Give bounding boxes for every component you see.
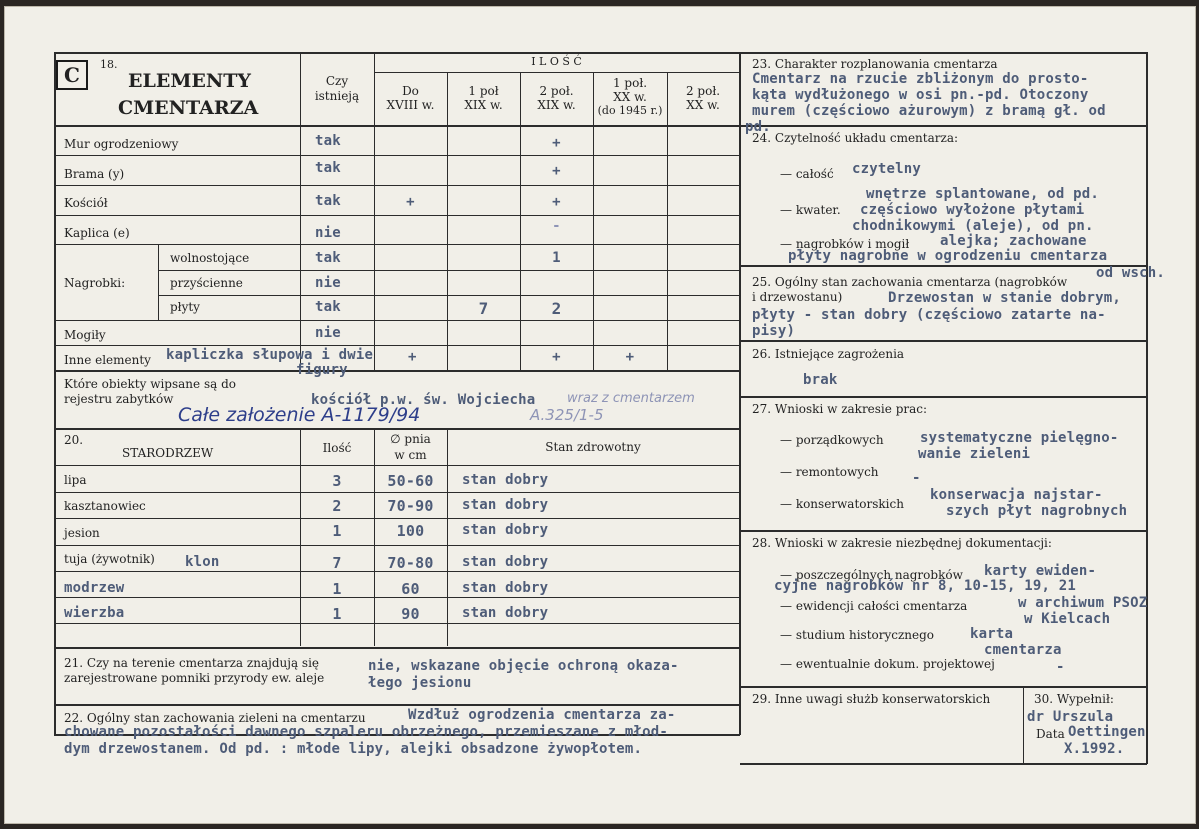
q24-kwater-value: wnętrze splantowane, od pd.	[866, 186, 1099, 202]
tree-count: 1	[332, 580, 342, 598]
row-line	[54, 125, 740, 127]
tree-state: stan dobry	[462, 605, 549, 621]
tree-name: modrzew	[64, 580, 125, 596]
tree-name: lipa	[64, 473, 87, 487]
section-letter-badge: C	[56, 60, 88, 90]
col-line	[1023, 686, 1024, 764]
frame-right	[1146, 52, 1148, 764]
row-line	[54, 155, 740, 156]
row-label: wolnostojące	[170, 251, 250, 265]
tree-state: stan dobry	[462, 497, 549, 513]
q27-porz-value: wanie zieleni	[918, 446, 1031, 462]
q27-rem-value: -	[912, 470, 921, 486]
ilosc-line	[374, 72, 739, 73]
tree-extra: klon	[185, 554, 220, 570]
row-line	[740, 686, 1147, 688]
row-line	[54, 215, 740, 216]
period-4-l1: 1 poł.	[612, 76, 648, 90]
row-line	[740, 125, 1147, 127]
period-mark: +	[408, 349, 417, 365]
period-5-l2: XX w.	[686, 98, 720, 112]
period-mark: +	[552, 135, 561, 151]
tree-diameter: 70-90	[387, 497, 434, 515]
row-label: Mogiły	[64, 328, 106, 342]
q19-hand-note: wraz z cmentarzem	[567, 391, 695, 406]
q28-d-value: -	[1056, 659, 1065, 675]
row-line	[740, 265, 1147, 267]
period-1-l2: XVIII w.	[386, 98, 435, 112]
col-line	[667, 72, 668, 370]
q22-value: Wzdłuż ogrodzenia cmentarza za-	[408, 707, 676, 723]
inne-value: figury	[296, 362, 348, 378]
col-line	[447, 428, 448, 646]
tree-diameter: 50-60	[387, 472, 434, 490]
q27-porz-value: systematyczne pielęgno-	[920, 430, 1119, 446]
q29-label: 29. Inne uwagi służb konserwatorskich	[752, 692, 991, 706]
q30-name: Oettingen	[1068, 724, 1146, 740]
tree-count: 7	[332, 554, 342, 572]
period-2-l2: XIX w.	[464, 98, 503, 112]
q23-label: 23. Charakter rozplanowania cmentarza	[752, 57, 998, 71]
inne-label: Inne elementy	[64, 353, 151, 367]
row-line	[54, 647, 740, 649]
row-line	[54, 704, 740, 706]
row-label: przyścienne	[170, 276, 243, 290]
q27-kons-value: szych płyt nagrobnych	[946, 503, 1128, 519]
q28-a-value: karty ewiden-	[984, 563, 1097, 579]
row-line	[54, 320, 740, 321]
row-line	[54, 428, 740, 430]
period-1-l1: Do	[402, 84, 419, 98]
q30-label: 30. Wypełnił:	[1034, 692, 1114, 706]
row-label: Kościół	[64, 196, 108, 210]
q27-porz-label: — porządkowych	[780, 433, 884, 447]
exists-value: tak	[315, 133, 341, 149]
q25-value: pisy)	[752, 323, 796, 339]
q24-nagrobkow-value: płyty nagrobne w ogrodzeniu cmentarza	[788, 248, 1108, 264]
ilosc-header: I L O Ś Ć	[531, 55, 582, 68]
period-4-l2: XX w.	[613, 90, 647, 104]
q27-label: 27. Wnioski w zakresie prac:	[752, 402, 928, 416]
nagrobki-label: Nagrobki:	[64, 276, 126, 290]
q21-label: zarejestrowane pomniki przyrody ew. aleje	[64, 671, 325, 685]
period-mark: -	[552, 218, 561, 234]
q28-c-value: cmentarza	[984, 642, 1062, 658]
q21-value: łego jesionu	[368, 675, 472, 691]
col-line	[447, 72, 448, 370]
q19-label: rejestru zabytków	[64, 392, 174, 406]
q26-label: 26. Istniejące zagrożenia	[752, 347, 905, 361]
q24-kwater-label: — kwater.	[780, 203, 841, 217]
q24-nagrobkow-label: — nagrobków i mogił	[780, 237, 910, 251]
q27-kons-label: — konserwatorskich	[780, 497, 904, 511]
tree-state: stan dobry	[462, 580, 549, 596]
row-line	[740, 340, 1147, 342]
row-line	[54, 345, 740, 346]
exists-value: tak	[315, 299, 341, 315]
q23-value: murem (częściowo ażurowym) z bramą gł. od	[752, 103, 1106, 119]
row-line	[54, 518, 740, 519]
q19-label: Które obiekty wipsane są do	[64, 377, 236, 391]
tree-diameter: 70-80	[387, 554, 434, 572]
tree-count: 1	[332, 522, 342, 540]
tree-name: wierzba	[64, 605, 125, 621]
row-line	[158, 270, 740, 271]
q24-kwater-value: częściowo wyłożone płytami	[860, 202, 1085, 218]
q19-value: kościół p.w. św. Wojciecha	[311, 392, 536, 408]
inne-value: kapliczka słupowa i dwie	[166, 347, 374, 363]
tree-count: 3	[332, 472, 342, 490]
q30-name: dr Urszula	[1027, 709, 1114, 725]
tree-state: stan dobry	[462, 554, 549, 570]
q23-value: Cmentarz na rzucie zbliżonym do prosto-	[752, 71, 1089, 87]
q26-value: brak	[803, 372, 838, 388]
q24-nagrobkow-value: od wsch.	[1096, 265, 1166, 281]
q22-value: chowane pozostałości dawnego szpaleru obrzeżnego, przemieszane z młod-	[64, 724, 669, 740]
row-line	[54, 370, 740, 372]
period-2-l1: 1 poł	[468, 84, 499, 98]
q20-number: 20.	[64, 433, 84, 447]
q28-d-label: — ewentualnie dokum. projektowej	[780, 657, 995, 671]
q28-a-label: — poszczególnych nagrobków	[780, 568, 963, 582]
q28-b-value: w Kielcach	[1024, 611, 1111, 627]
period-mark: 1	[552, 250, 561, 266]
period-3-l2: XIX w.	[537, 98, 576, 112]
period-mark: 2	[551, 299, 562, 318]
q25-value: Drzewostan w stanie dobrym,	[888, 290, 1121, 306]
q25-label: i drzewostanu)	[752, 290, 843, 304]
q24-calosc-value: czytelny	[852, 161, 922, 177]
row-line	[54, 465, 740, 466]
col-exists-header-2: istnieją	[314, 89, 360, 103]
q28-a-value: cyjne nagrobków nr 8, 10-15, 19, 21	[774, 578, 1077, 594]
row-line	[54, 545, 740, 546]
row-line	[54, 244, 740, 245]
nagrobki-divider	[158, 244, 159, 320]
q28-c-value: karta	[970, 626, 1014, 642]
period-mark: +	[552, 194, 561, 210]
q24-label: 24. Czytelność układu cmentarza:	[752, 131, 959, 145]
q28-b-value: w archiwum PSOZ	[1018, 595, 1148, 611]
exists-value: nie	[315, 275, 341, 291]
q27-rem-label: — remontowych	[780, 465, 879, 479]
q19-hand-registry: Całe założenie A-1179/94	[178, 404, 421, 426]
row-line	[740, 396, 1147, 398]
tree-diameter: 90	[401, 605, 420, 623]
q21-label: 21. Czy na terenie cmentarza znajdują się	[64, 656, 320, 670]
row-label: Mur ogrodzeniowy	[64, 137, 179, 151]
q23-value: kąta wydłużonego w osi pn.-pd. Otoczony	[752, 87, 1089, 103]
frame-top	[54, 52, 1148, 54]
row-label: Brama (y)	[64, 167, 125, 181]
tree-name: tuja (żywotnik)	[64, 552, 155, 566]
period-mark: +	[552, 163, 561, 179]
exists-value: tak	[315, 160, 341, 176]
period-mark: +	[625, 349, 635, 365]
period-5-l1: 2 poł.	[685, 84, 721, 98]
row-label: płyty	[170, 300, 200, 314]
tree-name: jesion	[64, 526, 100, 540]
exists-value: tak	[315, 193, 341, 209]
tree-state: stan dobry	[462, 472, 549, 488]
row-line	[158, 295, 740, 296]
period-mark: 7	[478, 299, 489, 318]
row-label: Kaplica (e)	[64, 226, 130, 240]
period-mark: +	[406, 194, 415, 210]
q20-col-stan: Stan zdrowotny	[545, 440, 641, 454]
row-line	[54, 623, 740, 624]
period-mark: +	[552, 349, 561, 365]
q21-value: nie, wskazane objęcie ochroną okaza-	[368, 658, 679, 674]
q23-value: pd.	[745, 119, 771, 135]
exists-value: nie	[315, 225, 341, 241]
exists-value: tak	[315, 250, 341, 266]
col-exists-header-1: Czy	[325, 74, 349, 88]
q19-hand-number: A.325/1-5	[530, 406, 604, 424]
q24-calosc-label: — całość	[780, 167, 834, 181]
row-line	[54, 185, 740, 186]
q25-value: płyty - stan dobry (częściowo zatarte na-	[752, 307, 1106, 323]
tree-count: 2	[332, 497, 342, 515]
section-title-line2: CMENTARZA	[118, 97, 259, 119]
period-3-l1: 2 poł.	[539, 84, 574, 98]
q20-col-pnia: ∅ pnia	[390, 432, 431, 446]
tree-name: kasztanowiec	[64, 499, 146, 513]
q30-date-label: Data	[1036, 727, 1065, 741]
q28-c-label: — studium historycznego	[780, 628, 935, 642]
exists-value: nie	[315, 325, 341, 341]
q24-nagrobkow-value: alejka; zachowane	[940, 233, 1087, 249]
tree-state: stan dobry	[462, 522, 549, 538]
q22-value: dym drzewostanem. Od pd. : młode lipy, alejki obsadzone żywopłotem.	[64, 741, 643, 757]
q27-kons-value: konserwacja najstar-	[930, 487, 1103, 503]
q20-col-pnia: w cm	[394, 448, 427, 462]
row-line	[54, 492, 740, 493]
period-4-l3: (do 1945 r.)	[597, 104, 663, 117]
tree-count: 1	[332, 605, 342, 623]
frame-bottom-right	[740, 763, 1147, 765]
q22-label: 22. Ogólny stan zachowania zieleni na cmentarzu	[64, 711, 366, 725]
tree-diameter: 100	[396, 522, 425, 540]
tree-diameter: 60	[401, 580, 420, 598]
q20-title: STARODRZEW	[122, 446, 214, 460]
q20-col-ilosc: Ilość	[322, 441, 352, 455]
q30-date: X.1992.	[1064, 741, 1125, 757]
section-number: 18.	[100, 58, 118, 71]
q28-b-label: — ewidencji całości cmentarza	[780, 599, 968, 613]
row-line	[740, 530, 1147, 532]
q24-kwater-value: chodnikowymi (aleje), od pn.	[852, 218, 1094, 234]
q28-label: 28. Wnioski w zakresie niezbędnej dokumentacji:	[752, 536, 1052, 550]
q25-label: 25. Ogólny stan zachowania cmentarza (nagrobków	[752, 275, 1068, 289]
section-title-line1: ELEMENTY	[128, 70, 251, 92]
